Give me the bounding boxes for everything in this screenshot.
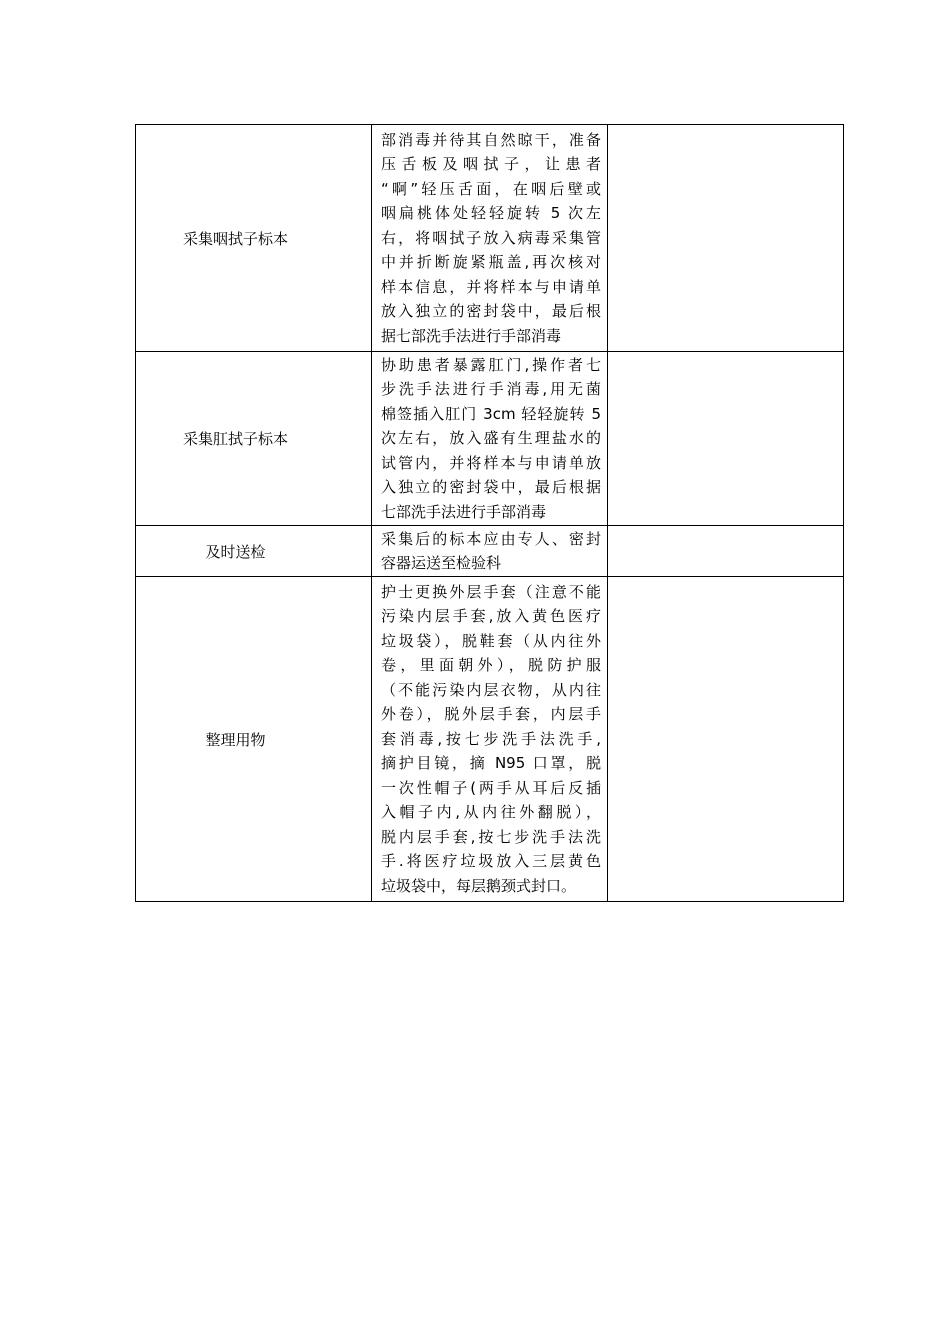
description-line: 外卷），脱外层手套，内层手 [381,705,601,724]
step-label: 采集肛拭子标本 [182,430,288,448]
description-line: “啊”轻压舌面，在咽后壁或 [381,179,601,198]
description-line: 入帽子内,从内往外翻脱）， [381,803,601,822]
note-cell [608,125,844,352]
description-line: 协助患者暴露肛门,操作者七 [381,355,601,374]
description-line: 垃圾袋），脱鞋套（从内往外 [381,631,601,650]
description-cell [372,526,608,577]
note-cell [608,526,844,577]
description-line: （不能污染内层衣物，从内往 [381,680,601,699]
note-cell [608,352,844,526]
description-line: 套消毒,按七步洗手法洗手, [381,729,601,748]
description-line: 中并折断旋紧瓶盖,再次核对 [381,253,601,272]
table-row [136,526,844,577]
description-line: 采集后的标本应由专人、密封 [381,529,601,548]
description-line: 脱内层手套,按七步洗手法洗 [381,827,601,846]
step-label: 整理用物 [205,730,266,749]
description-line: 次左右，放入盛有生理盐水的 [381,429,601,448]
description-line: 一次性帽子(两手从耳后反插 [381,778,601,797]
description-line: 样本信息，并将样本与申请单 [381,277,601,296]
step-cell [136,577,372,902]
description-line: 摘护目镜，摘 N95 口罩，脱 [381,754,601,773]
description-line: 步洗手法进行手消毒,用无菌 [381,380,601,399]
table-row [136,577,844,902]
description-line: 压舌板及咽拭子，让患者 [381,155,601,174]
step-cell [136,125,372,352]
description-line: 据七部洗手法进行手部消毒 [381,326,562,345]
description-line: 卷，里面朝外），脱防护服 [381,656,601,675]
step-label: 及时送检 [205,542,266,561]
description-line: 部消毒并待其自然晾干，准备 [381,130,601,149]
description-line: 放入独立的密封袋中，最后根 [381,302,601,321]
table-row [136,352,844,526]
description-line: 咽扁桃体处轻轻旋转 5 次左 [381,204,601,223]
description-line: 右，将咽拭子放入病毒采集管 [381,228,601,247]
description-cell [372,577,608,902]
description-line: 护士更换外层手套（注意不能 [381,582,601,601]
procedure-table [135,124,844,902]
note-cell [608,577,844,902]
description-line: 棉签插入肛门 3cm 轻轻旋转 5 [381,404,601,423]
description-line: 垃圾袋中，每层鹅颈式封口。 [381,876,577,895]
table-row [136,125,844,352]
description-cell [372,352,608,526]
description-line: 七部洗手法进行手部消毒 [381,502,547,521]
step-cell [136,352,372,526]
description-line: 入独立的密封袋中，最后根据 [381,478,601,497]
description-line: 手.将医疗垃圾放入三层黄色 [381,852,601,871]
description-line: 容器运送至检验科 [381,554,502,572]
description-cell [372,125,608,352]
step-cell [136,526,372,577]
description-line: 污染内层手套,放入黄色医疗 [381,607,601,626]
step-label: 采集咽拭子标本 [182,229,288,248]
description-line: 试管内，并将样本与申请单放 [381,453,601,472]
